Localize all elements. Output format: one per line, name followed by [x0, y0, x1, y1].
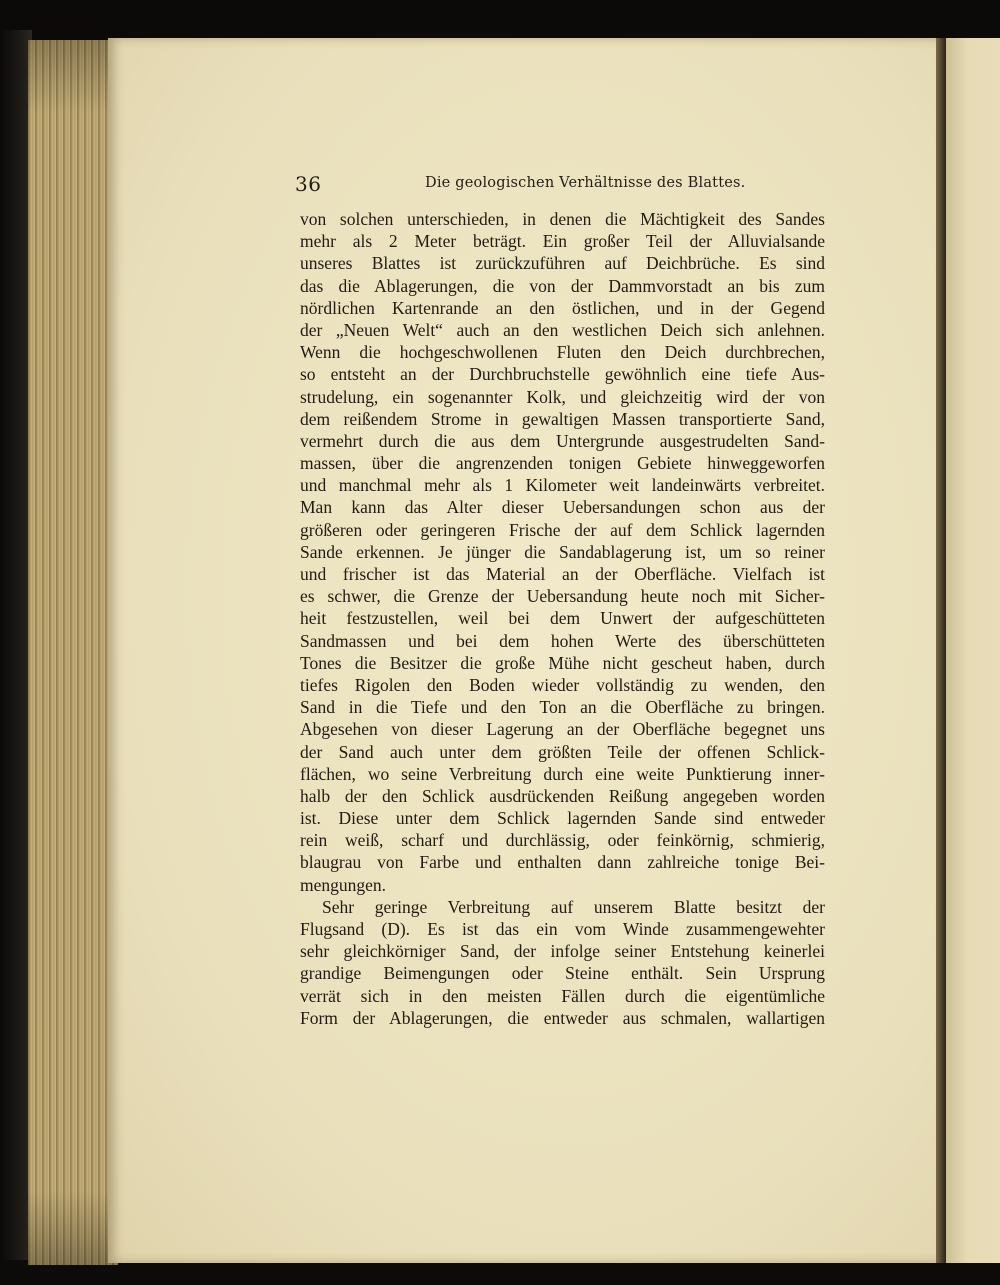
text-line: Flugsand (D). Es ist das ein vom Winde zusammengewehter	[300, 919, 825, 939]
text-line: ist. Diese unter dem Schlick lagernden Sande sind entweder	[300, 808, 825, 829]
page-edges	[28, 40, 118, 1265]
text-line: von solchen unterschieden, in denen die Mächtigkeit des Sandes	[300, 209, 825, 229]
text-line: Abgesehen von dieser Lagerung an der Oberfläche begegnet uns	[300, 719, 825, 740]
text-line: rein weiß, scharf und durchlässig, oder feinkörnig, schmierig,	[300, 830, 825, 851]
text-line: dem reißendem Strome in gewaltigen Massen transportierte Sand,	[300, 408, 825, 429]
text-line: unseres Blattes ist zurückzuführen auf Deichbrüche. Es sind	[300, 253, 825, 274]
text-line: sehr gleichkörniger Sand, der infolge seiner Entstehung keinerlei	[300, 941, 825, 962]
text-line: massen, über die angrenzenden tonigen Gebiete hinweggeworfen	[300, 453, 825, 474]
text-line: strudelung, ein sogenannter Kolk, und gleichzeitig wird der von	[300, 386, 825, 407]
text-line: Sehr geringe Verbreitung auf unserem Blatte besitzt der	[322, 896, 825, 917]
text-line: so entsteht an der Durchbruchstelle gewöhnlich eine tiefe Aus-	[300, 364, 825, 385]
page-gutter	[936, 38, 946, 1263]
text-line: tiefes Rigolen den Boden wieder vollständig zu wenden, den	[300, 674, 825, 695]
text-line: Tones die Besitzer die große Mühe nicht gescheut haben, durch	[300, 652, 825, 673]
text-line: Sande erkennen. Je jünger die Sandablagerung ist, um so reiner	[300, 541, 825, 562]
text-line: der Sand auch unter dem größten Teile der offenen Schlick-	[300, 741, 825, 762]
text-line: verrät sich in den meisten Fällen durch die eigentümliche	[300, 985, 825, 1006]
text-line: Form der Ablagerungen, die entweder aus schmalen, wallartigen	[300, 1007, 825, 1028]
body-text	[300, 208, 825, 1029]
page-header	[295, 172, 835, 198]
text-line: Sand in die Tiefe und den Ton an die Oberfläche zu bringen.	[300, 697, 825, 718]
text-line: und manchmal mehr als 1 Kilometer weit landeinwärts verbreitet.	[300, 475, 825, 496]
text-line: halb der den Schlick ausdrückenden Reißung angegeben worden	[300, 785, 825, 806]
text-line: heit festzustellen, weil bei dem Unwert der aufgeschütteten	[300, 608, 825, 629]
page-number: 36	[295, 172, 322, 196]
text-line: das die Ablagerungen, die von der Dammvorstadt an bis zum	[300, 275, 825, 296]
text-line: grandige Beimengungen oder Steine enthält. Sein Ursprung	[300, 963, 825, 984]
text-line: es schwer, die Grenze der Uebersandung heute noch mit Sicher-	[300, 586, 825, 607]
text-line: Wenn die hochgeschwollenen Fluten den Deich durchbrechen,	[300, 342, 825, 363]
text-line: vermehrt durch die aus dem Untergrunde ausgestrudelten Sand-	[300, 430, 825, 451]
scan-background-top	[0, 0, 1000, 40]
facing-page-edge	[946, 38, 1000, 1263]
text-line: nördlichen Kartenrande an den östlichen, und in der Gegend	[300, 297, 825, 318]
text-line: mengungen.	[300, 874, 387, 895]
text-line: und frischer ist das Material an der Oberfläche. Vielfach ist	[300, 564, 825, 584]
text-line: größeren oder geringeren Frische der auf dem Schlick lagernden	[300, 519, 825, 540]
text-line: mehr als 2 Meter beträgt. Ein großer Teil der Alluvialsande	[300, 231, 825, 252]
text-line: flächen, wo seine Verbreitung durch eine weite Punktierung inner-	[300, 763, 825, 784]
running-head: Die geologischen Verhältnisse des Blattes.	[425, 175, 746, 191]
text-line: Sandmassen und bei dem hohen Werte des überschütteten	[300, 630, 825, 651]
text-line: blaugrau von Farbe und enthalten dann zahlreiche tonige Bei-	[300, 852, 825, 873]
text-line: der „Neuen Welt“ auch an den westlichen Deich sich anlehnen.	[300, 319, 825, 340]
text-line: Man kann das Alter dieser Uebersandungen schon aus der	[300, 497, 825, 518]
